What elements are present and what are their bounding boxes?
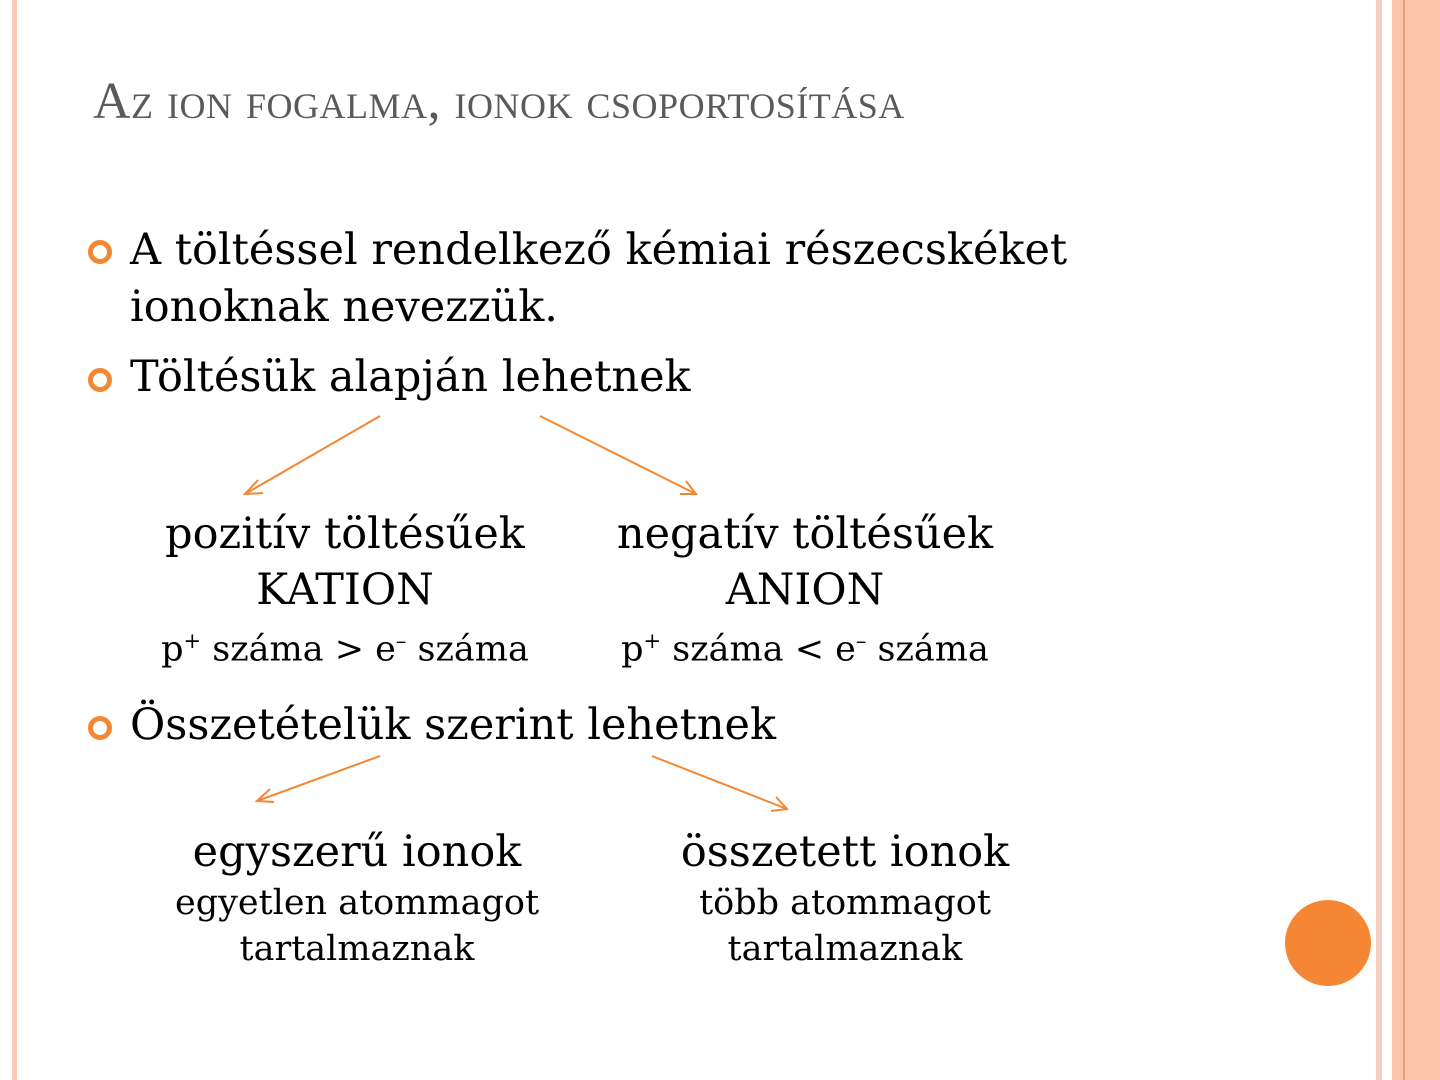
bullet-3-text: Összetételük szerint lehetnek <box>130 700 777 750</box>
minus-sup: – <box>855 629 867 653</box>
minus-sup: – <box>395 629 407 653</box>
plus-sup: + <box>643 629 662 653</box>
slide-title: Az ion fogalma, ionok csoportosítása <box>93 73 905 130</box>
plus-sup: + <box>183 629 202 653</box>
complex-ions-line-2: tartalmaznak <box>727 929 963 969</box>
relation: száma < e <box>661 629 856 670</box>
arrow-left-composition <box>257 756 380 802</box>
p-symbol: p <box>161 629 184 670</box>
simple-ions-line-2: tartalmaznak <box>239 929 475 969</box>
simple-ions-label: egyszerű ionok <box>192 827 522 877</box>
bullet-2-text: Töltésük alapján lehetnek <box>130 352 691 402</box>
cation-name: KATION <box>256 565 434 615</box>
complex-ions-label: összetett ionok <box>680 827 1010 877</box>
relation: száma > e <box>201 629 396 670</box>
decorative-circle <box>1285 900 1371 986</box>
tail: száma <box>406 629 529 670</box>
p-symbol: p <box>621 629 644 670</box>
cation-label: pozitív töltésűek <box>165 509 525 559</box>
tail: száma <box>866 629 989 670</box>
simple-ions-line-1: egyetlen atommagot <box>174 883 540 923</box>
arrow-right-charge <box>540 416 696 494</box>
bullet-1-line-2: ionoknak nevezzük. <box>130 282 558 332</box>
anion-label: negatív töltésűek <box>616 509 994 559</box>
anion-name: ANION <box>725 565 885 615</box>
arrow-left-charge <box>245 416 380 494</box>
arrow-right-composition <box>652 756 787 811</box>
bullet-1-line-1: A töltéssel rendelkező kémiai részecskéket <box>130 225 1068 275</box>
complex-ions-line-1: több atommagot <box>699 883 991 923</box>
